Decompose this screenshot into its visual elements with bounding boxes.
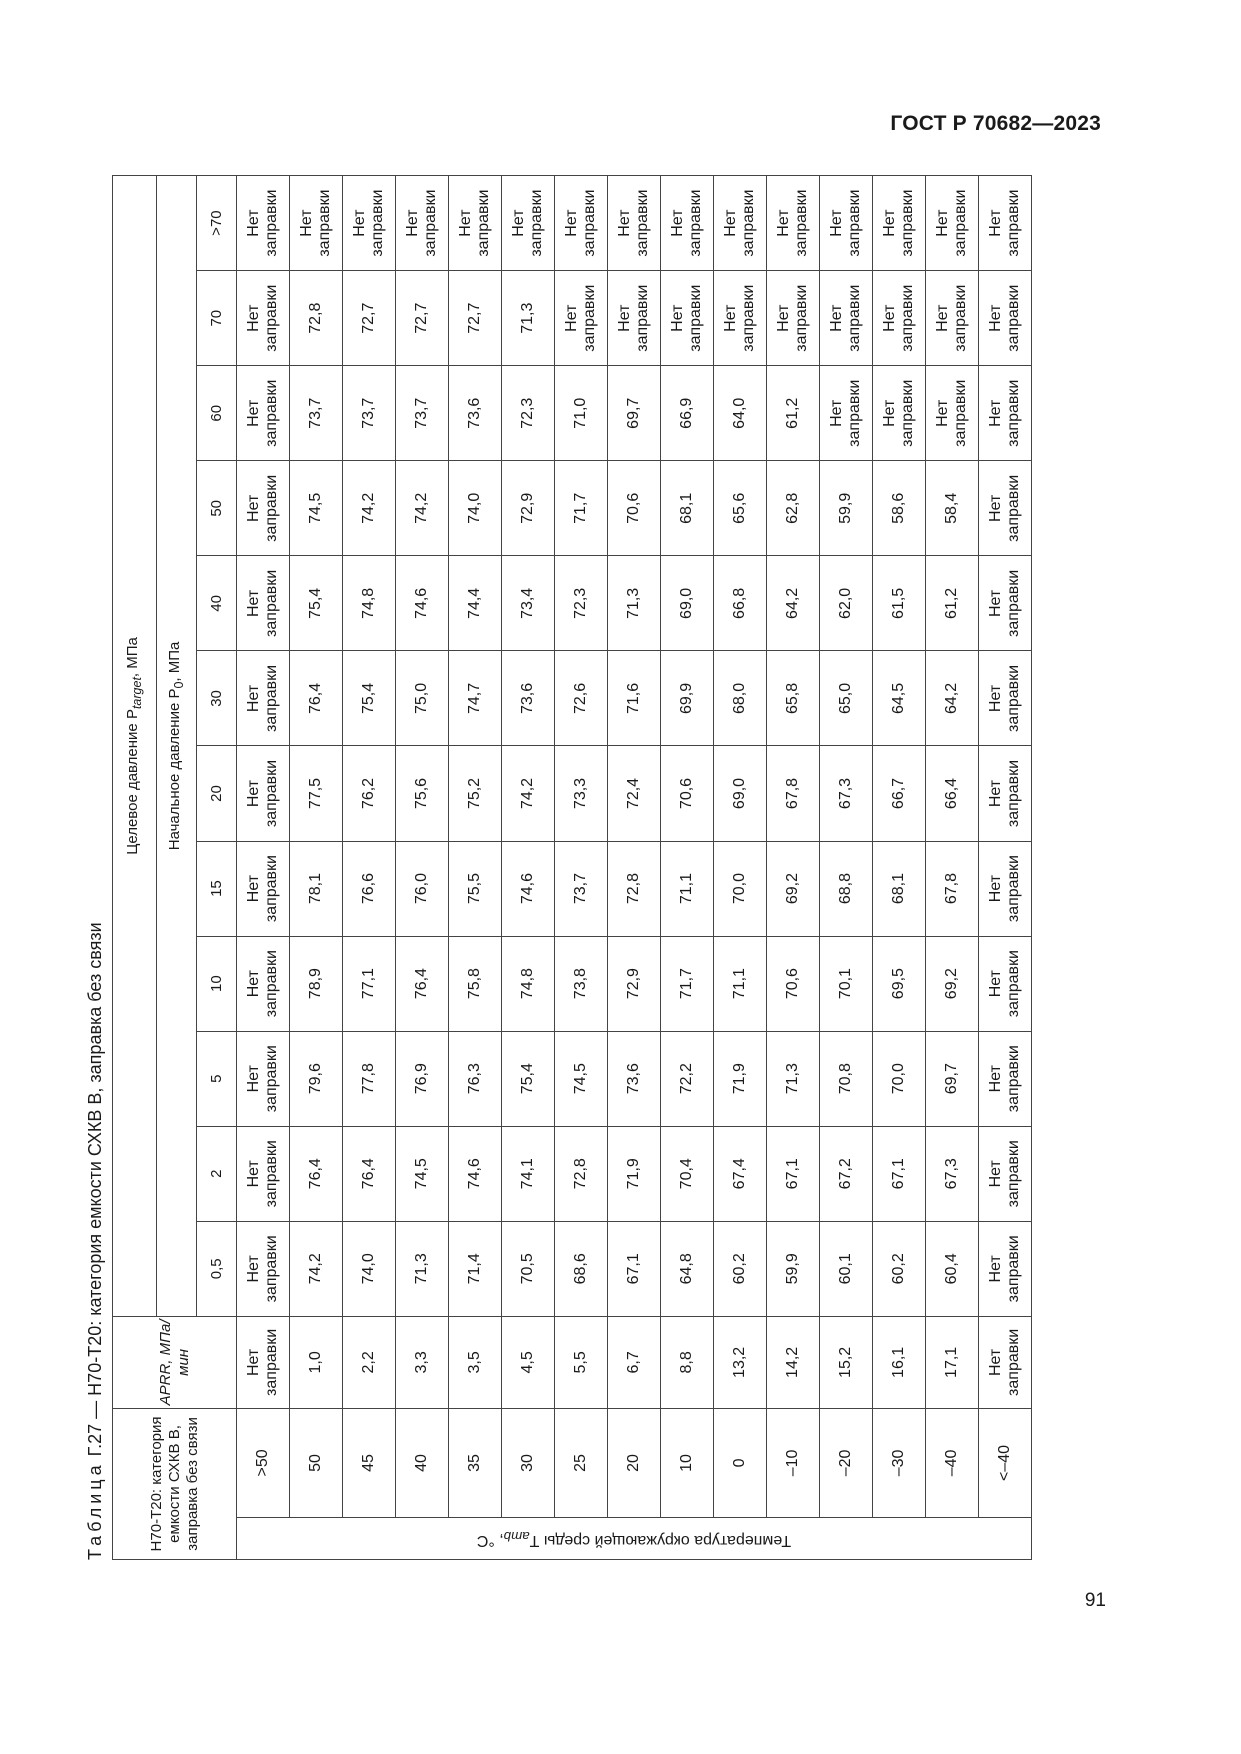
temperature-cell: 0	[714, 1408, 767, 1517]
temperature-cell: 20	[608, 1408, 661, 1517]
pressure-value-cell: Нет заправки	[820, 176, 873, 271]
pressure-value-cell: 75,8	[449, 936, 502, 1031]
pressure-value-cell: Нет заправки	[237, 651, 290, 746]
pressure-value-cell: Нет заправки	[714, 271, 767, 366]
aprr-cell: 14,2	[767, 1316, 820, 1408]
pressure-value-cell: Нет заправки	[237, 841, 290, 936]
pressure-value-cell: Нет заправки	[820, 271, 873, 366]
pressure-value-cell: 76,4	[290, 1126, 343, 1221]
pressure-value-cell: 68,1	[873, 841, 926, 936]
table-row	[502, 176, 555, 1560]
pressure-value-cell: 64,2	[926, 651, 979, 746]
pressure-value-cell: 70,6	[767, 936, 820, 1031]
aprr-cell: 16,1	[873, 1316, 926, 1408]
pressure-value-cell: Нет заправки	[396, 176, 449, 271]
pressure-value-cell: 76,9	[396, 1031, 449, 1126]
pressure-value-cell: 73,6	[502, 651, 555, 746]
pressure-value-cell: Нет заправки	[661, 271, 714, 366]
pressure-value-cell: Нет заправки	[979, 556, 1032, 651]
temperature-cell: –30	[873, 1408, 926, 1517]
table-row	[343, 176, 396, 1560]
pressure-value-cell: 60,2	[714, 1221, 767, 1316]
pressure-value-cell: Нет заправки	[767, 176, 820, 271]
pressure-value-cell: 74,4	[449, 556, 502, 651]
aprr-cell: 6,7	[608, 1316, 661, 1408]
pressure-value-cell: Нет заправки	[237, 176, 290, 271]
table-row	[396, 176, 449, 1560]
pressure-value-cell: 72,3	[555, 556, 608, 651]
temperature-cell: 40	[396, 1408, 449, 1517]
pressure-value-cell: Нет заправки	[979, 1031, 1032, 1126]
pressure-value-cell: Нет заправки	[979, 271, 1032, 366]
document-header: ГОСТ Р 70682—2023	[890, 112, 1101, 135]
pressure-value-cell: 70,6	[608, 461, 661, 556]
page-number: 91	[1084, 1590, 1106, 1611]
pressure-value-cell: 78,1	[290, 841, 343, 936]
pressure-value-cell: 74,7	[449, 651, 502, 746]
table-row	[290, 176, 343, 1560]
pressure-value-cell: 71,6	[608, 651, 661, 746]
pressure-value-cell: 75,4	[290, 556, 343, 651]
pressure-value-cell: 74,0	[449, 461, 502, 556]
pressure-value-cell: 76,3	[449, 1031, 502, 1126]
pressure-value-cell: 64,5	[873, 651, 926, 746]
pressure-value-cell: 71,9	[608, 1126, 661, 1221]
pressure-value-cell: 74,1	[502, 1126, 555, 1221]
table-row	[608, 176, 661, 1560]
pressure-value-cell: Нет заправки	[873, 176, 926, 271]
aprr-cell: 3,5	[449, 1316, 502, 1408]
pressure-value-cell: 74,6	[396, 556, 449, 651]
initial-pressure-col-header: 0,5	[197, 1221, 237, 1316]
initial-pressure-col-header: 20	[197, 746, 237, 841]
pressure-value-cell: 70,6	[661, 746, 714, 841]
table-row	[237, 176, 290, 1560]
pressure-value-cell: Нет заправки	[237, 1221, 290, 1316]
pressure-value-cell: 75,5	[449, 841, 502, 936]
pressure-value-cell: 74,0	[343, 1221, 396, 1316]
pressure-value-cell: 75,4	[502, 1031, 555, 1126]
initial-pressure-col-header: 2	[197, 1126, 237, 1221]
pressure-value-cell: Нет заправки	[237, 461, 290, 556]
table-row	[661, 176, 714, 1560]
initial-pressure-col-header: 60	[197, 366, 237, 461]
pressure-value-cell: 69,0	[714, 746, 767, 841]
pressure-value-cell: 65,8	[767, 651, 820, 746]
pressure-value-cell: Нет заправки	[979, 176, 1032, 271]
pressure-value-cell: 76,2	[343, 746, 396, 841]
initial-pressure-col-header: 70	[197, 271, 237, 366]
pressure-value-cell: 65,0	[820, 651, 873, 746]
pressure-value-cell: Нет заправки	[555, 176, 608, 271]
temperature-cell: <–40	[979, 1408, 1032, 1517]
rotated-table-block	[78, 175, 1093, 1560]
pressure-value-cell: 59,9	[820, 461, 873, 556]
pressure-value-cell: 72,8	[290, 271, 343, 366]
pressure-value-cell: 65,6	[714, 461, 767, 556]
pressure-value-cell: Нет заправки	[979, 936, 1032, 1031]
initial-pressure-col-header: 30	[197, 651, 237, 746]
pressure-value-cell: 74,2	[396, 461, 449, 556]
table-row	[926, 176, 979, 1560]
table-body	[237, 176, 1032, 1560]
table-row	[979, 176, 1032, 1560]
temperature-cell: 35	[449, 1408, 502, 1517]
pressure-value-cell: 61,5	[873, 556, 926, 651]
pressure-value-cell: 61,2	[926, 556, 979, 651]
pressure-value-cell: 71,7	[555, 461, 608, 556]
pressure-value-cell: Нет заправки	[979, 366, 1032, 461]
pressure-value-cell: 73,4	[502, 556, 555, 651]
pressure-value-cell: Нет заправки	[714, 176, 767, 271]
caption-number: Г.27	[85, 1423, 105, 1457]
pressure-value-cell: 67,1	[767, 1126, 820, 1221]
table-row	[873, 176, 926, 1560]
pressure-value-cell: 71,3	[608, 556, 661, 651]
aprr-cell: 17,1	[926, 1316, 979, 1408]
pressure-value-cell: Нет заправки	[979, 841, 1032, 936]
pressure-value-cell: 58,6	[873, 461, 926, 556]
pressure-value-cell: 74,2	[502, 746, 555, 841]
pressure-value-cell: 69,2	[926, 936, 979, 1031]
pressure-value-cell: 66,4	[926, 746, 979, 841]
pressure-value-cell: 69,7	[608, 366, 661, 461]
pressure-value-cell: 72,3	[502, 366, 555, 461]
pressure-value-cell: 59,9	[767, 1221, 820, 1316]
pressure-value-cell: 73,7	[343, 366, 396, 461]
temperature-cell: 25	[555, 1408, 608, 1517]
pressure-value-cell: Нет заправки	[502, 176, 555, 271]
pressure-value-cell: Нет заправки	[979, 746, 1032, 841]
pressure-value-cell: 72,7	[343, 271, 396, 366]
aprr-cell: 4,5	[502, 1316, 555, 1408]
table-row	[820, 176, 873, 1560]
target-pressure-header: Целевое давление $P_{target}$, МПа	[113, 176, 157, 1317]
corner-header: Н70-Т20: категория емкости СХКВ B, заправка без связи	[113, 1408, 237, 1559]
pressure-value-cell: 67,1	[873, 1126, 926, 1221]
pressure-value-cell: 61,2	[767, 366, 820, 461]
pressure-value-cell: 77,8	[343, 1031, 396, 1126]
pressure-value-cell: 68,8	[820, 841, 873, 936]
refuel-table	[112, 175, 1032, 1560]
pressure-value-cell: 64,2	[767, 556, 820, 651]
pressure-value-cell: Нет заправки	[290, 176, 343, 271]
ambient-temp-header	[237, 1517, 1032, 1559]
pressure-value-cell: 60,2	[873, 1221, 926, 1316]
pressure-value-cell: 77,1	[343, 936, 396, 1031]
pressure-value-cell: 74,6	[449, 1126, 502, 1221]
pressure-value-cell: 66,7	[873, 746, 926, 841]
pressure-value-cell: Нет заправки	[343, 176, 396, 271]
pressure-value-cell: Нет заправки	[555, 271, 608, 366]
pressure-value-cell: Нет заправки	[873, 271, 926, 366]
aprr-cell: 8,8	[661, 1316, 714, 1408]
pressure-value-cell: Нет заправки	[767, 271, 820, 366]
pressure-value-cell: 74,5	[290, 461, 343, 556]
pressure-value-cell: Нет заправки	[979, 651, 1032, 746]
pressure-value-cell: 69,2	[767, 841, 820, 936]
pressure-value-cell: 72,9	[608, 936, 661, 1031]
initial-pressure-col-header: >70	[197, 176, 237, 271]
table-row	[767, 176, 820, 1560]
pressure-value-cell: Нет заправки	[979, 1221, 1032, 1316]
initial-pressure-col-header: 10	[197, 936, 237, 1031]
pressure-value-cell: 68,6	[555, 1221, 608, 1316]
pressure-value-cell: 76,0	[396, 841, 449, 936]
pressure-value-cell: 70,5	[502, 1221, 555, 1316]
pressure-value-cell: Нет заправки	[608, 176, 661, 271]
pressure-value-cell: 70,4	[661, 1126, 714, 1221]
pressure-value-cell: Нет заправки	[873, 366, 926, 461]
pressure-value-cell: 77,5	[290, 746, 343, 841]
pressure-value-cell: 74,8	[502, 936, 555, 1031]
aprr-cell: 3,3	[396, 1316, 449, 1408]
pressure-value-cell: Нет заправки	[608, 271, 661, 366]
pressure-value-cell: 71,3	[502, 271, 555, 366]
initial-pressure-col-header: 15	[197, 841, 237, 936]
aprr-cell: 13,2	[714, 1316, 767, 1408]
pressure-value-cell: 73,6	[449, 366, 502, 461]
aprr-label: APRR, МПа/мин	[156, 1319, 192, 1406]
pressure-value-cell: Нет заправки	[449, 176, 502, 271]
pressure-value-cell: 72,8	[555, 1126, 608, 1221]
pressure-value-cell: 67,3	[820, 746, 873, 841]
pressure-value-cell: Нет заправки	[237, 271, 290, 366]
pressure-value-cell: 79,6	[290, 1031, 343, 1126]
temperature-cell: 45	[343, 1408, 396, 1517]
pressure-value-cell: 71,4	[449, 1221, 502, 1316]
caption-text: Н70-Т20: категория емкости СХКВ B, заправка без связи	[85, 922, 105, 1396]
pressure-value-cell: 74,6	[502, 841, 555, 936]
aprr-header	[113, 1316, 237, 1408]
pressure-value-cell: 64,0	[714, 366, 767, 461]
pressure-value-cell: 72,8	[608, 841, 661, 936]
pressure-value-cell: 74,2	[343, 461, 396, 556]
pressure-value-cell: 71,3	[767, 1031, 820, 1126]
initial-pressure-col-header: 50	[197, 461, 237, 556]
aprr-cell: 5,5	[555, 1316, 608, 1408]
pressure-value-cell: 71,1	[714, 936, 767, 1031]
pressure-value-cell: Нет заправки	[926, 176, 979, 271]
pressure-value-cell: 66,9	[661, 366, 714, 461]
pressure-value-cell: 72,4	[608, 746, 661, 841]
pressure-value-cell: 67,4	[714, 1126, 767, 1221]
pressure-value-cell: 75,0	[396, 651, 449, 746]
pressure-value-cell: Нет заправки	[237, 746, 290, 841]
pressure-value-cell: Нет заправки	[926, 366, 979, 461]
pressure-value-cell: 67,2	[820, 1126, 873, 1221]
pressure-value-cell: 67,8	[767, 746, 820, 841]
pressure-value-cell: 72,6	[555, 651, 608, 746]
pressure-value-cell: 75,6	[396, 746, 449, 841]
pressure-value-cell: Нет заправки	[979, 1126, 1032, 1221]
pressure-value-cell: Нет заправки	[237, 366, 290, 461]
pressure-value-cell: 66,8	[714, 556, 767, 651]
pressure-value-cell: 73,7	[396, 366, 449, 461]
pressure-value-cell: 73,6	[608, 1031, 661, 1126]
pressure-value-cell: 74,2	[290, 1221, 343, 1316]
temperature-cell: 30	[502, 1408, 555, 1517]
pressure-value-cell: 74,5	[555, 1031, 608, 1126]
table-row	[449, 176, 502, 1560]
aprr-cell: Нет заправки	[979, 1316, 1032, 1408]
pressure-value-cell: 76,4	[396, 936, 449, 1031]
pressure-value-cell: Нет заправки	[661, 176, 714, 271]
pressure-value-cell: 69,9	[661, 651, 714, 746]
pressure-value-cell: 69,7	[926, 1031, 979, 1126]
pressure-value-cell: 74,8	[343, 556, 396, 651]
initial-pressure-col-header: 40	[197, 556, 237, 651]
pressure-value-cell: 71,1	[661, 841, 714, 936]
pressure-value-cell: 70,0	[714, 841, 767, 936]
pressure-value-cell: 68,0	[714, 651, 767, 746]
pressure-value-cell: 76,4	[290, 651, 343, 746]
pressure-value-cell: 62,0	[820, 556, 873, 651]
pressure-value-cell: 60,4	[926, 1221, 979, 1316]
pressure-value-cell: Нет заправки	[820, 366, 873, 461]
pressure-value-cell: 73,7	[290, 366, 343, 461]
aprr-cell: 2,2	[343, 1316, 396, 1408]
pressure-value-cell: 76,4	[343, 1126, 396, 1221]
pressure-value-cell: 58,4	[926, 461, 979, 556]
pressure-value-cell: Нет заправки	[237, 1031, 290, 1126]
pressure-value-cell: 73,3	[555, 746, 608, 841]
pressure-value-cell: Нет заправки	[926, 271, 979, 366]
pressure-value-cell: 78,9	[290, 936, 343, 1031]
aprr-cell: Нет заправки	[237, 1316, 290, 1408]
pressure-value-cell: 69,5	[873, 936, 926, 1031]
pressure-value-cell: 75,4	[343, 651, 396, 746]
pressure-value-cell: 67,8	[926, 841, 979, 936]
pressure-value-cell: Нет заправки	[237, 556, 290, 651]
pressure-value-cell: 71,7	[661, 936, 714, 1031]
temperature-cell: –40	[926, 1408, 979, 1517]
caption-dash: —	[85, 1395, 105, 1424]
pressure-value-cell: 72,7	[449, 271, 502, 366]
pressure-value-cell: 73,7	[555, 841, 608, 936]
pressure-value-cell: 71,3	[396, 1221, 449, 1316]
pressure-value-cell: 68,1	[661, 461, 714, 556]
pressure-value-cell: 70,8	[820, 1031, 873, 1126]
pressure-value-cell: 64,8	[661, 1221, 714, 1316]
pressure-value-cell: 73,8	[555, 936, 608, 1031]
initial-pressure-header: Начальное давление $P_0$, МПа	[157, 176, 197, 1317]
temperature-cell: 10	[661, 1408, 714, 1517]
pressure-value-cell: 71,9	[714, 1031, 767, 1126]
pressure-value-cell: Нет заправки	[979, 461, 1032, 556]
pressure-value-cell: 75,2	[449, 746, 502, 841]
pressure-value-cell: 70,0	[873, 1031, 926, 1126]
pressure-value-cell: 62,8	[767, 461, 820, 556]
aprr-cell: 15,2	[820, 1316, 873, 1408]
pressure-value-cell: 72,7	[396, 271, 449, 366]
pressure-value-cell: Нет заправки	[237, 1126, 290, 1221]
pressure-value-cell: Нет заправки	[237, 936, 290, 1031]
table-caption	[78, 922, 112, 1560]
pressure-value-cell: 70,1	[820, 936, 873, 1031]
pressure-value-cell: 67,3	[926, 1126, 979, 1221]
caption-label: Таблица	[85, 1461, 105, 1560]
temperature-cell: –20	[820, 1408, 873, 1517]
pressure-value-cell: 71,0	[555, 366, 608, 461]
initial-pressure-col-header: 5	[197, 1031, 237, 1126]
table-row	[555, 176, 608, 1560]
pressure-value-cell: 60,1	[820, 1221, 873, 1316]
pressure-value-cell: 67,1	[608, 1221, 661, 1316]
table-row	[714, 176, 767, 1560]
pressure-value-cell: 72,9	[502, 461, 555, 556]
temperature-cell: 50	[290, 1408, 343, 1517]
temperature-cell: >50	[237, 1408, 290, 1517]
pressure-value-cell: 76,6	[343, 841, 396, 936]
ambient-temp-label: Температура окружающей среды $T_{amb}$, °С	[476, 1529, 792, 1550]
pressure-value-cell: 74,5	[396, 1126, 449, 1221]
pressure-value-cell: 69,0	[661, 556, 714, 651]
aprr-cell: 1,0	[290, 1316, 343, 1408]
temperature-cell: –10	[767, 1408, 820, 1517]
pressure-value-cell: 72,2	[661, 1031, 714, 1126]
